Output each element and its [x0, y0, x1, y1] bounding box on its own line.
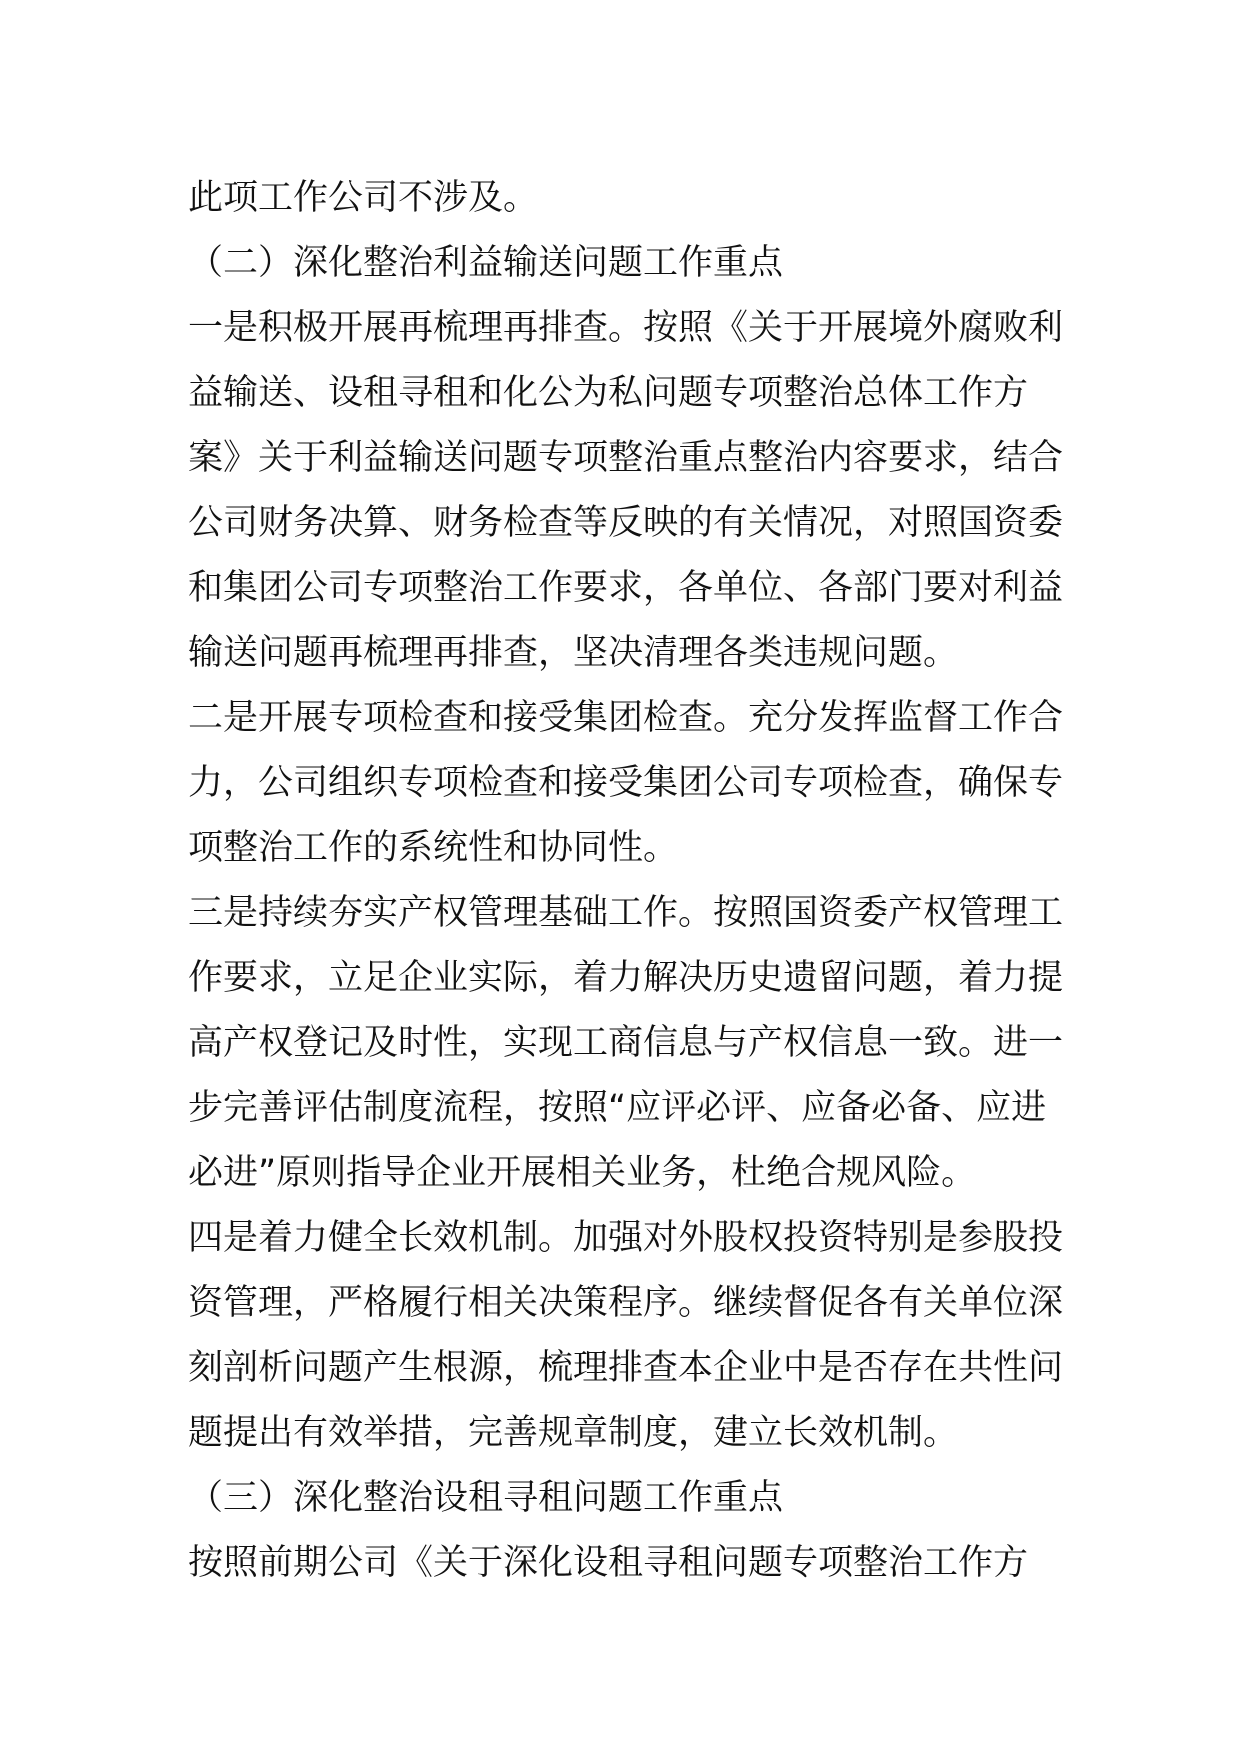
text-line: 力，公司组织专项检查和接受集团公司专项检查，确保专 [188, 763, 1064, 803]
text-line: 二是开展专项检查和接受集团检查。充分发挥监督工作合 [188, 698, 1064, 738]
text-line: 题提出有效举措，完善规章制度，建立长效机制。 [188, 1413, 959, 1453]
text-line: 益输送、设租寻租和化公为私问题专项整治总体工作方 [188, 373, 1029, 413]
text-line: 三是持续夯实产权管理基础工作。按照国资委产权管理工 [188, 893, 1064, 933]
text-line: 项整治工作的系统性和协同性。 [188, 828, 679, 868]
text-line: 和集团公司专项整治工作要求，各单位、各部门要对利益 [188, 568, 1064, 608]
document-body [188, 166, 1064, 1596]
text-line: 必进”原则指导企业开展相关业务，杜绝合规风险。 [188, 1153, 977, 1193]
text-line: 输送问题再梳理再排查，坚决清理各类违规问题。 [188, 633, 959, 673]
text-line: 公司财务决算、财务检查等反映的有关情况，对照国资委 [188, 503, 1064, 543]
text-line: 资管理，严格履行相关决策程序。继续督促各有关单位深 [188, 1283, 1064, 1323]
text-line: 一是积极开展再梳理再排查。按照《关于开展境外腐败利 [188, 308, 1064, 348]
text-line: 按照前期公司《关于深化设租寻租问题专项整治工作方 [188, 1543, 1029, 1583]
text-line-statement-not-applicable: 此项工作公司不涉及。 [188, 178, 539, 218]
text-line: 作要求，立足企业实际，着力解决历史遗留问题，着力提 [188, 958, 1064, 998]
text-line: 刻剖析问题产生根源，梳理排查本企业中是否存在共性问 [188, 1348, 1064, 1388]
text-line: 四是着力健全长效机制。加强对外股权投资特别是参股投 [188, 1218, 1064, 1258]
section-heading-benefit-transfer: （二）深化整治利益输送问题工作重点 [188, 243, 784, 283]
text-line: 案》关于利益输送问题专项整治重点整治内容要求，结合 [188, 438, 1064, 478]
text-line: 高产权登记及时性，实现工商信息与产权信息一致。进一 [188, 1023, 1064, 1063]
text-line: 步完善评估制度流程，按照“应评必评、应备必备、应进 [188, 1088, 1047, 1128]
section-heading-rent-seeking: （三）深化整治设租寻租问题工作重点 [188, 1478, 784, 1518]
